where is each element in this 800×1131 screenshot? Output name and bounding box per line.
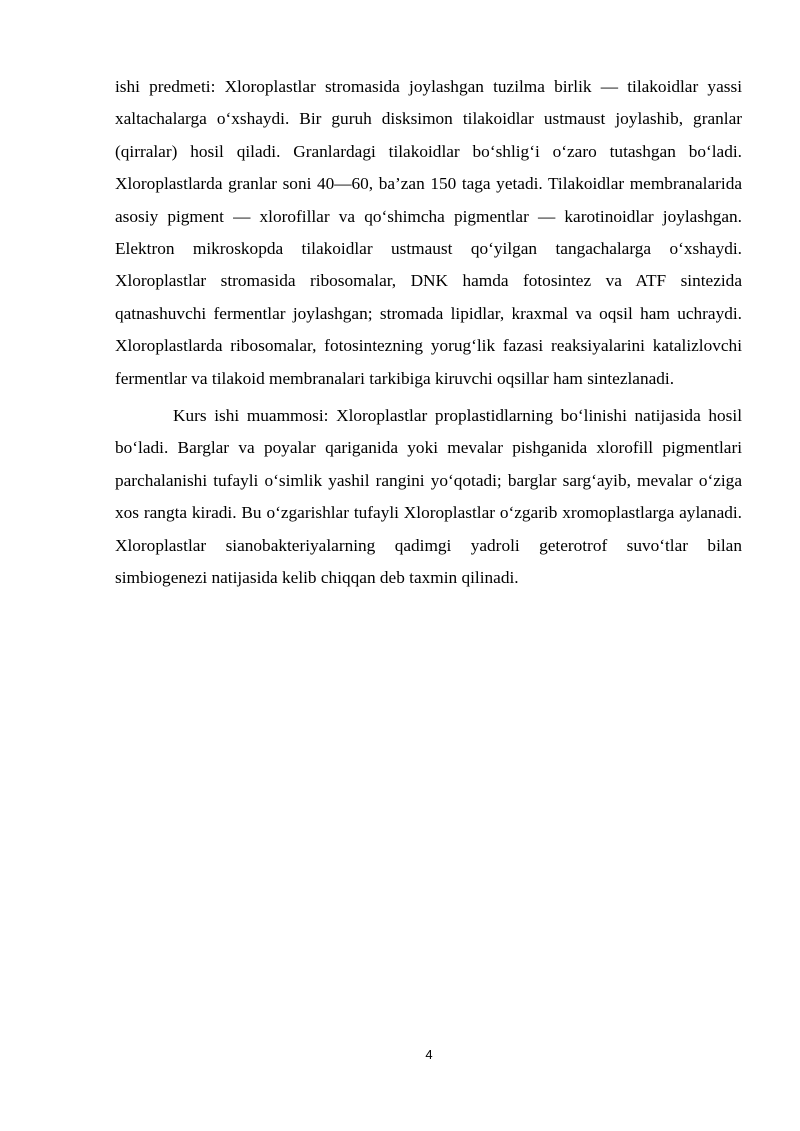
paragraph-subject: ishi predmeti: Xloroplastlar stromasida joylashgan tuzilma birlik — tilakoidlar yassi xaltachalarga o‘xshaydi. Bir guruh disksimon tilakoidlar ustmaust joylashib, granlar (qirralar) hosil qiladi. Granlardagi tilakoidlar bo‘shlig‘i o‘zaro tutashgan bo‘ladi. Xloroplastlarda granlar soni 40—60, ba’zan 150 taga yetadi. Tilakoidlar membranalarida asosiy pigment — xlorofillar va qo‘shimcha pigmentlar — karotinoidlar joylashgan. Elektron mikroskopda tilakoidlar ustmaust qo‘yilgan tangachalarga o‘xshaydi. Xloroplastlar stromasida ribosomalar, DNK hamda fotosintez va ATF sintezida qatnashuvchi fermentlar joylashgan; stromada lipidlar, kraxmal va oqsil ham uchraydi. Xloroplastlarda ribosomalar, fotosintezning yorug‘lik fazasi reaksiyalarini katalizlovchi fermentlar va tilakoid membranalari tarkibiga kiruvchi oqsillar ham sintezlanadi.: [115, 77, 742, 388]
body-text: [115, 71, 742, 595]
paragraph-problem: Kurs ishi muammosi: Xloroplastlar proplastidlarning bo‘linishi natijasida hosil bo‘ladi. Barglar va poyalar qariganida yoki mevalar pishganida xlorofill pigmentlari parchalanishi tufayli o‘simlik yashil rangini yo‘qotadi; barglar sarg‘ayib, mevalar o‘ziga xos rangta kiradi. Bu o‘zgarishlar tufayli Xloroplastlar o‘zgarib xromoplastlarga aylanadi. Xloroplastlar sianobakteriyalarning qadimgi yadroli geterotrof suvo‘tlar bilan simbiogenezi natijasida kelib chiqqan deb taxmin qilinadi.: [115, 406, 742, 588]
page-number: 4: [425, 1047, 433, 1062]
